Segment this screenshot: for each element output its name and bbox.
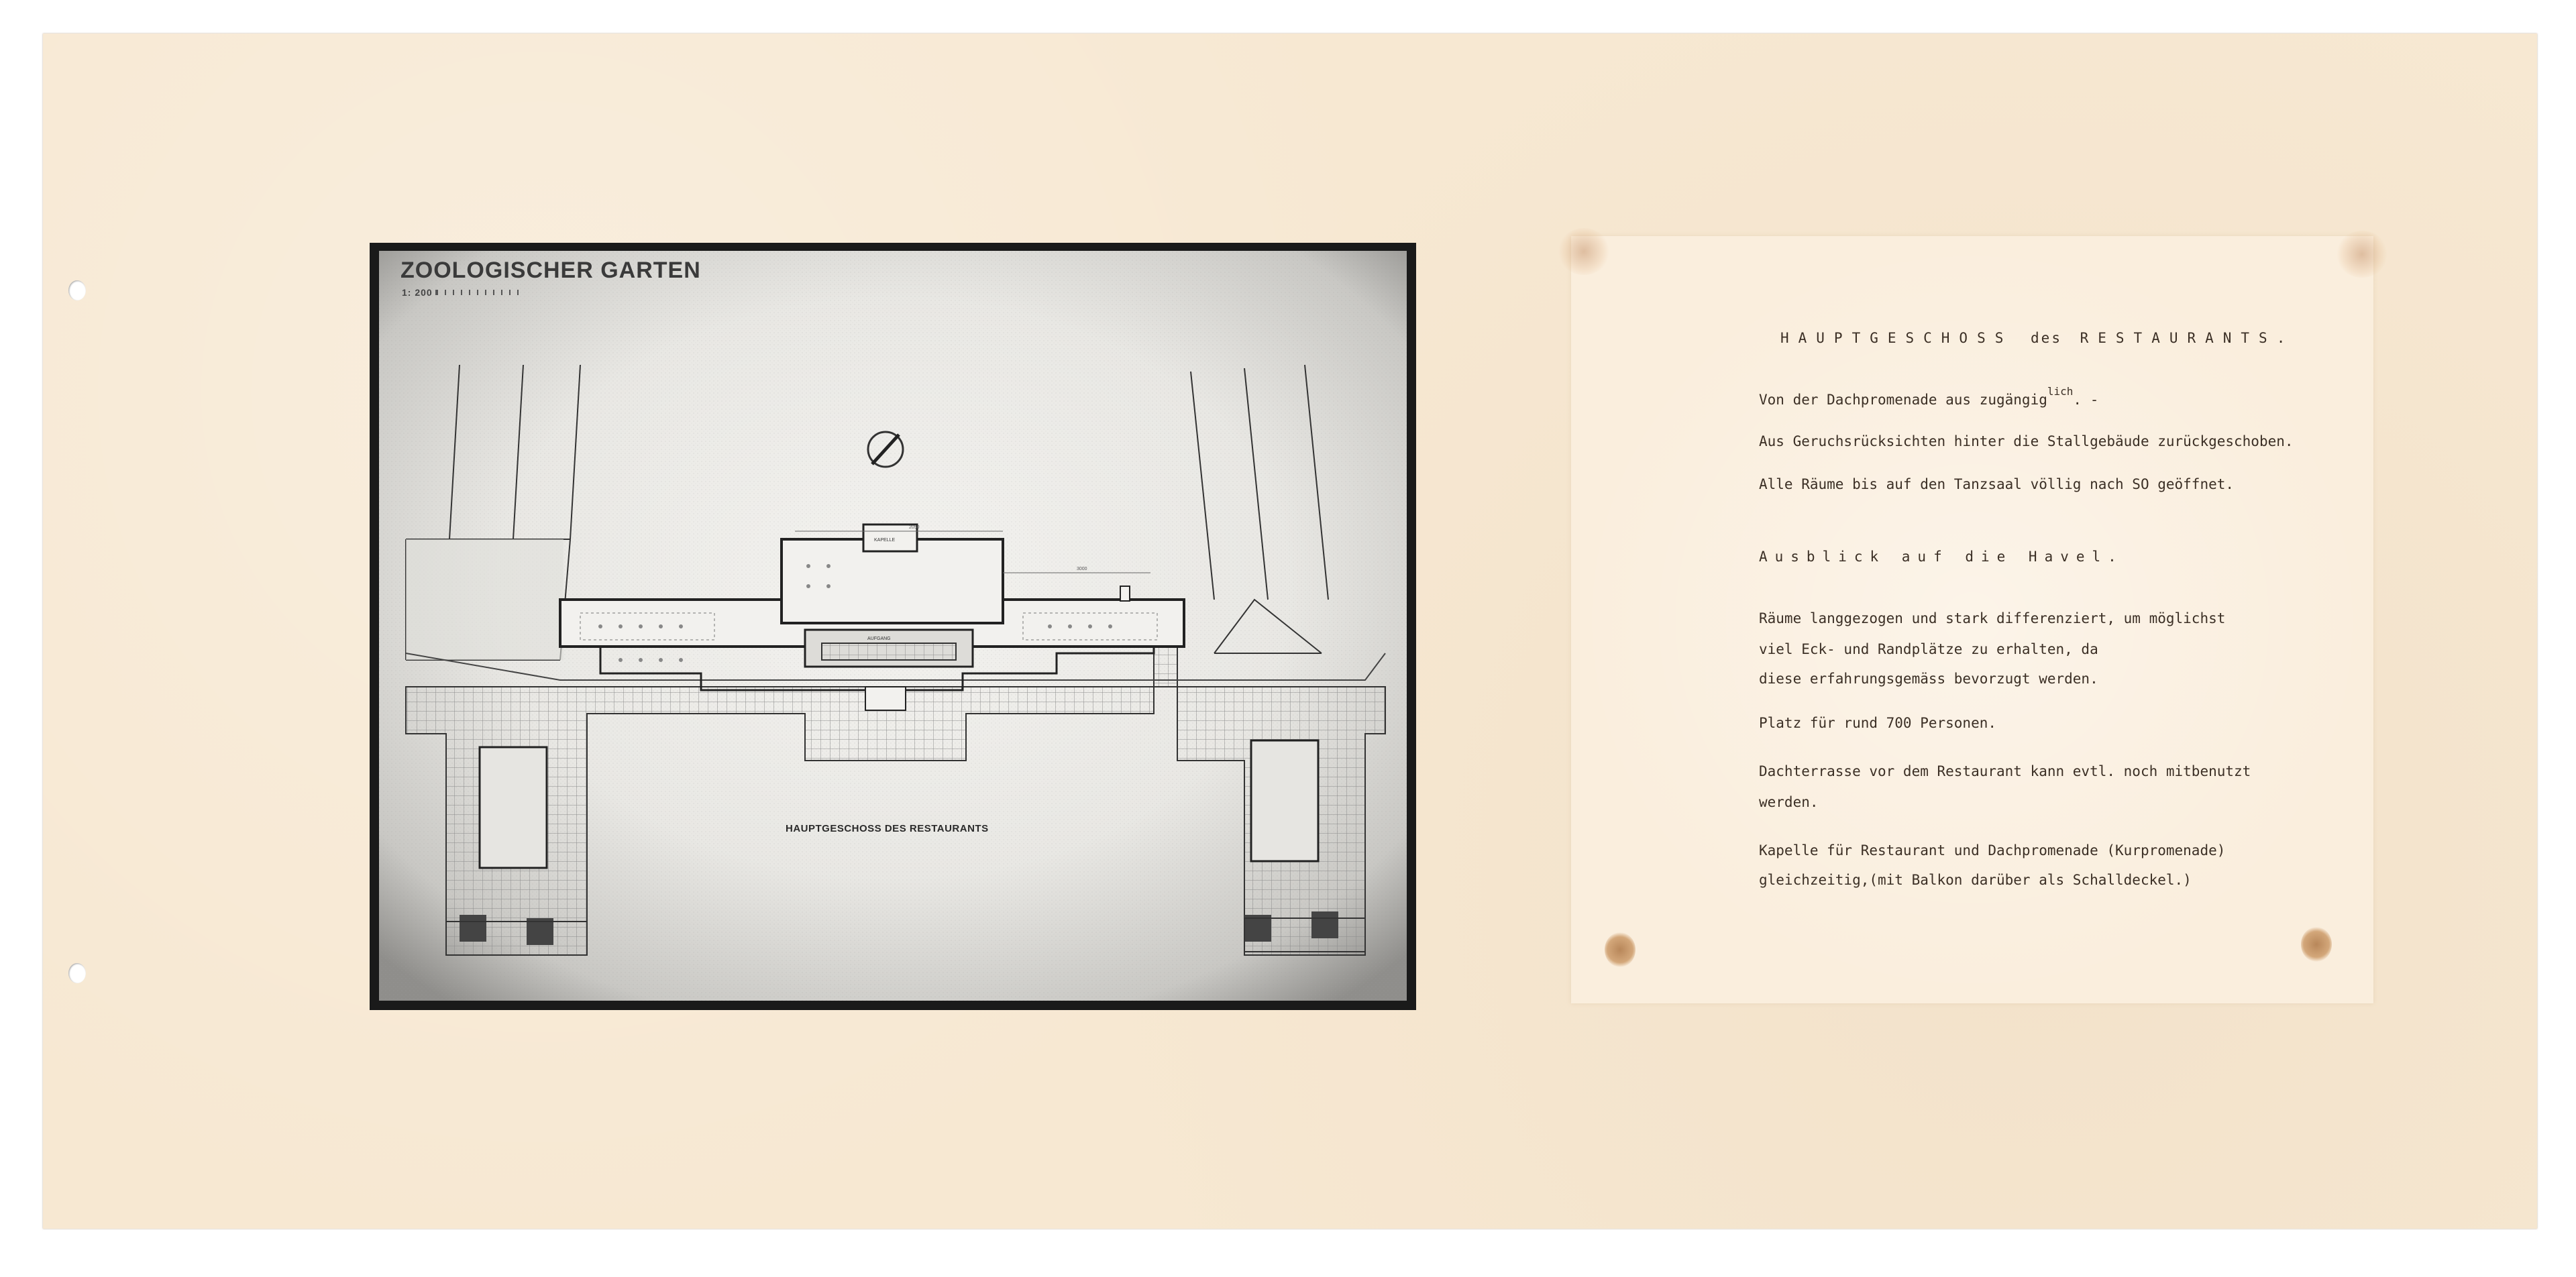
- punch-hole-bottom: [68, 963, 86, 983]
- plan-dimension-a: 2050: [909, 525, 920, 530]
- heading-word-2: des: [2031, 330, 2062, 346]
- note-line-9: Dachterrasse vor dem Restaurant kann evtl. noch mitbenutzt: [1759, 763, 2251, 779]
- plan-label-counter: AUFGANG: [867, 636, 891, 641]
- note-line-1: [1759, 385, 2099, 408]
- plan-caption: HAUPTGESCHOSS DES RESTAURANTS: [786, 823, 989, 834]
- note-line-1-correction: lich: [2047, 385, 2074, 398]
- typed-notes-sheet: [1571, 236, 2373, 1003]
- plan-scale-label: 1: 200: [402, 287, 433, 298]
- floor-plan-drawing: [379, 251, 1407, 1001]
- note-line-11: Kapelle für Restaurant und Dachpromenade (Kurpromenade): [1759, 842, 2226, 858]
- heading-end: .: [2276, 330, 2295, 346]
- note-line-1-text: Von der Dachpromenade aus zugängig: [1759, 392, 2047, 408]
- note-line-5: Räume langgezogen und stark differenziert, um möglichst: [1759, 610, 2226, 626]
- note-line-6: viel Eck- und Randplätze zu erhalten, da: [1759, 641, 2098, 657]
- note-line-1-end: . -: [2073, 392, 2099, 408]
- note-line-4: Ausblick auf die Havel.: [1759, 549, 2124, 565]
- heading-word-1: HAUPTGESCHOSS: [1780, 330, 2013, 346]
- punch-hole-top: [68, 280, 86, 300]
- note-line-12: gleichzeitig,(mit Balkon darüber als Schalldeckel.): [1759, 872, 2192, 888]
- note-line-7: diese erfahrungsgemäss bevorzugt werden.: [1759, 671, 2098, 687]
- floor-plan-photo: [370, 243, 1416, 1010]
- plan-dimension-b: 3000: [1077, 567, 1087, 571]
- scale-bar: [435, 290, 519, 295]
- note-line-2: Aus Geruchsrücksichten hinter die Stallgebäude zurückgeschoben.: [1759, 433, 2294, 449]
- notes-heading: [1780, 330, 2294, 346]
- typed-text-block: [1571, 236, 2373, 1003]
- note-line-10: werden.: [1759, 794, 1819, 810]
- plan-title: ZOOLOGISCHER GARTEN: [400, 258, 701, 283]
- heading-word-3: RESTAURANTS: [2080, 330, 2277, 346]
- note-line-8: Platz für rund 700 Personen.: [1759, 715, 1997, 731]
- plan-label-stage: KAPELLE: [874, 538, 896, 543]
- note-line-3: Alle Räume bis auf den Tanzsaal völlig nach SO geöffnet.: [1759, 476, 2235, 492]
